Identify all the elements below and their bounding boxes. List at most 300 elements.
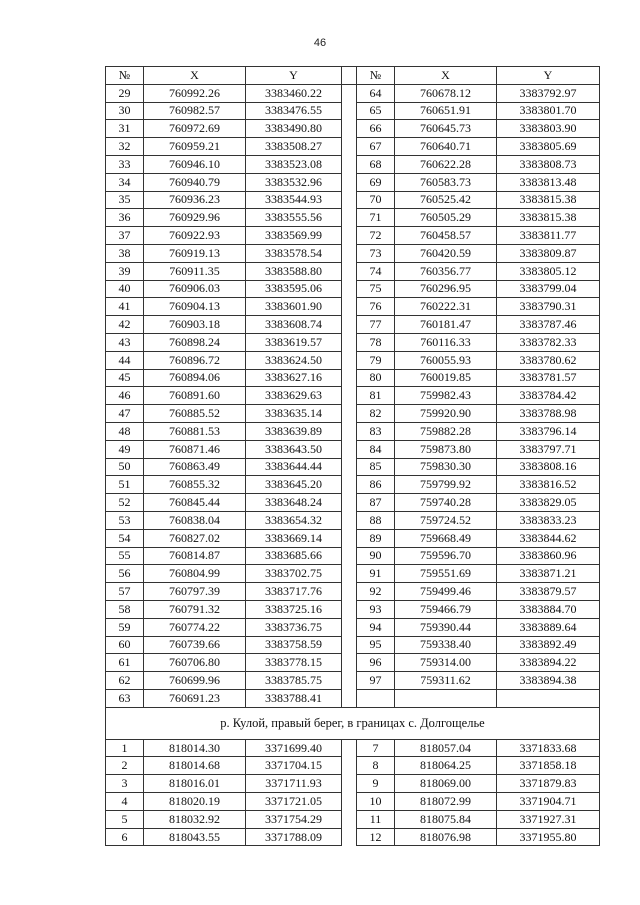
table-row: [106, 793, 600, 811]
section-title-row: [106, 707, 600, 739]
table-cell: 3371704.15: [246, 757, 342, 775]
table-cell: 760583.73: [395, 173, 497, 191]
table-cell: 50: [106, 458, 144, 476]
table-cell: 96: [357, 654, 395, 672]
column-gap: [342, 155, 357, 173]
column-gap: [342, 84, 357, 102]
column-gap: [342, 316, 357, 334]
column-gap: [342, 739, 357, 757]
table-cell: 759311.62: [395, 672, 497, 690]
table-cell: 759668.49: [395, 529, 497, 547]
table-cell: 760838.04: [144, 511, 246, 529]
table-cell: 59: [106, 618, 144, 636]
table-cell: 3383785.75: [246, 672, 342, 690]
table-cell: 3371858.18: [497, 757, 600, 775]
table-row: [106, 280, 600, 298]
table-row: [106, 191, 600, 209]
header-x-left: X: [144, 67, 246, 85]
table-cell: 54: [106, 529, 144, 547]
table-cell: 57: [106, 583, 144, 601]
table-cell: 3383619.57: [246, 333, 342, 351]
table-cell: 3383460.22: [246, 84, 342, 102]
table-cell: 3383884.70: [497, 600, 600, 618]
table-cell: 3383645.20: [246, 476, 342, 494]
table-cell: 760992.26: [144, 84, 246, 102]
table-cell: 818069.00: [395, 775, 497, 793]
table-cell: 3383523.08: [246, 155, 342, 173]
table-row: [106, 565, 600, 583]
table-row: [106, 387, 600, 405]
table-row: [106, 757, 600, 775]
table-cell: 760881.53: [144, 422, 246, 440]
table-cell: 818020.19: [144, 793, 246, 811]
column-gap: [342, 333, 357, 351]
table-row: [106, 476, 600, 494]
table-cell: 4: [106, 793, 144, 811]
table-cell: 3383644.44: [246, 458, 342, 476]
table-cell: 760699.96: [144, 672, 246, 690]
column-gap: [342, 422, 357, 440]
table-cell: 818014.30: [144, 739, 246, 757]
table-cell: 818016.01: [144, 775, 246, 793]
table-cell: 3383725.16: [246, 600, 342, 618]
table-cell: 3383879.57: [497, 583, 600, 601]
table-cell: 78: [357, 333, 395, 351]
table-cell: 3383829.05: [497, 494, 600, 512]
table-row: [106, 244, 600, 262]
table-cell: 47: [106, 405, 144, 423]
table-cell: 90: [357, 547, 395, 565]
table-cell: 3371711.93: [246, 775, 342, 793]
table-cell: 3383811.77: [497, 227, 600, 245]
table-cell: 69: [357, 173, 395, 191]
column-gap: [342, 654, 357, 672]
table-cell: 3383787.46: [497, 316, 600, 334]
table-cell: 67: [357, 138, 395, 156]
table-cell: 760922.93: [144, 227, 246, 245]
table-cell: 818064.25: [395, 757, 497, 775]
table-cell: 76: [357, 298, 395, 316]
header-x-right: X: [395, 67, 497, 85]
column-gap: [342, 173, 357, 191]
table-cell: 3383860.96: [497, 547, 600, 565]
table-cell: 3383892.49: [497, 636, 600, 654]
table-cell: 3371833.68: [497, 739, 600, 757]
table-cell: 62: [106, 672, 144, 690]
table-cell: 3383780.62: [497, 351, 600, 369]
column-gap: [342, 102, 357, 120]
table-cell: 64: [357, 84, 395, 102]
table-cell: 760814.87: [144, 547, 246, 565]
table-cell: 3383601.90: [246, 298, 342, 316]
table-cell: 760946.10: [144, 155, 246, 173]
column-gap: [342, 227, 357, 245]
table-row: [106, 529, 600, 547]
table-row: [106, 84, 600, 102]
table-cell: 3371927.31: [497, 810, 600, 828]
table-cell: 70: [357, 191, 395, 209]
table-cell: 759390.44: [395, 618, 497, 636]
table-cell: 3383781.57: [497, 369, 600, 387]
table-cell: 759920.90: [395, 405, 497, 423]
table-row: [106, 155, 600, 173]
table-cell: 760827.02: [144, 529, 246, 547]
table-cell: 58: [106, 600, 144, 618]
table-cell: 760356.77: [395, 262, 497, 280]
table-cell: 86: [357, 476, 395, 494]
table-cell: 760898.24: [144, 333, 246, 351]
lower-coordinates: [106, 739, 600, 846]
table-row: [106, 209, 600, 227]
table-cell: 83: [357, 422, 395, 440]
table-cell: 32: [106, 138, 144, 156]
table-cell: 760940.79: [144, 173, 246, 191]
column-gap: [342, 351, 357, 369]
column-gap: [342, 775, 357, 793]
column-gap: [342, 547, 357, 565]
table-cell: 81: [357, 387, 395, 405]
table-cell: 42: [106, 316, 144, 334]
table-cell: 760982.57: [144, 102, 246, 120]
table-row: [106, 689, 600, 707]
column-gap: [342, 476, 357, 494]
header-num-left: №: [106, 67, 144, 85]
table-cell: 818076.98: [395, 828, 497, 846]
table-cell: 760622.28: [395, 155, 497, 173]
table-cell: 818057.04: [395, 739, 497, 757]
table-cell: 760678.12: [395, 84, 497, 102]
table-cell: 760640.71: [395, 138, 497, 156]
table-cell: 760891.60: [144, 387, 246, 405]
table-cell: 760645.73: [395, 120, 497, 138]
table-cell: 760959.21: [144, 138, 246, 156]
table-cell: 760739.66: [144, 636, 246, 654]
table-cell: 41: [106, 298, 144, 316]
column-gap: [342, 298, 357, 316]
table-cell: 3383635.14: [246, 405, 342, 423]
column-gap: [342, 67, 357, 85]
table-row: [106, 458, 600, 476]
column-gap: [342, 757, 357, 775]
table-cell: 760863.49: [144, 458, 246, 476]
table-cell: 3383790.31: [497, 298, 600, 316]
table-row: [106, 120, 600, 138]
table-cell: 759873.80: [395, 440, 497, 458]
table-cell: 3383717.76: [246, 583, 342, 601]
table-cell: 760894.06: [144, 369, 246, 387]
table-cell: 3371955.80: [497, 828, 600, 846]
table-cell: 760919.13: [144, 244, 246, 262]
table-cell: 45: [106, 369, 144, 387]
table-cell: 3371904.71: [497, 793, 600, 811]
header-num-right: №: [357, 67, 395, 85]
table-cell: 93: [357, 600, 395, 618]
table-cell: 3383833.23: [497, 511, 600, 529]
table-cell: 52: [106, 494, 144, 512]
table-cell: 73: [357, 244, 395, 262]
table-row: [106, 369, 600, 387]
table-cell: 3383815.38: [497, 191, 600, 209]
column-gap: [342, 405, 357, 423]
table-cell: 3383490.80: [246, 120, 342, 138]
table-row: [106, 600, 600, 618]
column-gap: [342, 828, 357, 846]
column-gap: [342, 565, 357, 583]
column-gap: [342, 511, 357, 529]
table-cell: 72: [357, 227, 395, 245]
column-gap: [342, 369, 357, 387]
table-cell: 3383894.22: [497, 654, 600, 672]
table-cell: 3383508.27: [246, 138, 342, 156]
table-cell: 760906.03: [144, 280, 246, 298]
table-cell: 9: [357, 775, 395, 793]
table-cell: 759551.69: [395, 565, 497, 583]
column-gap: [342, 583, 357, 601]
table-cell: 3383627.16: [246, 369, 342, 387]
table-cell: 760972.69: [144, 120, 246, 138]
table-cell: 3383569.99: [246, 227, 342, 245]
table-cell: 760651.91: [395, 102, 497, 120]
table-cell: 35: [106, 191, 144, 209]
table-cell: 3371788.09: [246, 828, 342, 846]
table-cell: 3383816.52: [497, 476, 600, 494]
table-cell: 46: [106, 387, 144, 405]
coordinates-table: [105, 66, 600, 846]
table-cell: 89: [357, 529, 395, 547]
table-cell: 88: [357, 511, 395, 529]
table-cell: 760505.29: [395, 209, 497, 227]
table-header-row: [106, 67, 600, 85]
table-cell: 68: [357, 155, 395, 173]
column-gap: [342, 494, 357, 512]
table-cell: 10: [357, 793, 395, 811]
table-cell: 5: [106, 810, 144, 828]
table-cell: 818032.92: [144, 810, 246, 828]
column-gap: [342, 120, 357, 138]
table-cell: 39: [106, 262, 144, 280]
empty-cell: [395, 689, 497, 707]
table-cell: 75: [357, 280, 395, 298]
table-cell: 95: [357, 636, 395, 654]
table-cell: 3383648.24: [246, 494, 342, 512]
table-cell: 3383608.74: [246, 316, 342, 334]
table-cell: 3383784.42: [497, 387, 600, 405]
table-cell: 759982.43: [395, 387, 497, 405]
column-gap: [342, 458, 357, 476]
table-cell: 3383736.75: [246, 618, 342, 636]
table-cell: 7: [357, 739, 395, 757]
table-row: [106, 547, 600, 565]
table-cell: 760896.72: [144, 351, 246, 369]
table-cell: 11: [357, 810, 395, 828]
table-cell: 3383778.15: [246, 654, 342, 672]
table-cell: 3383702.75: [246, 565, 342, 583]
table-row: [106, 333, 600, 351]
table-cell: 759466.79: [395, 600, 497, 618]
table-cell: 760691.23: [144, 689, 246, 707]
table-cell: 760845.44: [144, 494, 246, 512]
table-cell: 31: [106, 120, 144, 138]
table-cell: 34: [106, 173, 144, 191]
table-cell: 74: [357, 262, 395, 280]
table-cell: 760181.47: [395, 316, 497, 334]
table-cell: 3383578.54: [246, 244, 342, 262]
table-cell: 3383476.55: [246, 102, 342, 120]
column-gap: [342, 387, 357, 405]
table-row: [106, 351, 600, 369]
table-cell: 760116.33: [395, 333, 497, 351]
column-gap: [342, 529, 357, 547]
column-gap: [342, 209, 357, 227]
table-cell: 40: [106, 280, 144, 298]
table-cell: 3383808.73: [497, 155, 600, 173]
column-gap: [342, 600, 357, 618]
table-row: [106, 102, 600, 120]
table-cell: 3383894.38: [497, 672, 600, 690]
table-cell: 760019.85: [395, 369, 497, 387]
table-row: [106, 494, 600, 512]
header-y-left: Y: [246, 67, 342, 85]
table-cell: 3383782.33: [497, 333, 600, 351]
table-cell: 1: [106, 739, 144, 757]
table-cell: 94: [357, 618, 395, 636]
table-cell: 3383801.70: [497, 102, 600, 120]
table-cell: 51: [106, 476, 144, 494]
table-row: [106, 262, 600, 280]
table-cell: 3383588.80: [246, 262, 342, 280]
section-title: р. Кулой, правый берег, в границах с. Долгощелье: [106, 707, 600, 739]
table-row: [106, 316, 600, 334]
table-cell: 29: [106, 84, 144, 102]
column-gap: [342, 793, 357, 811]
table-cell: 66: [357, 120, 395, 138]
table-row: [106, 511, 600, 529]
table-cell: 80: [357, 369, 395, 387]
table-cell: 759830.30: [395, 458, 497, 476]
table-row: [106, 618, 600, 636]
table-cell: 760296.95: [395, 280, 497, 298]
table-cell: 8: [357, 757, 395, 775]
table-cell: 3383639.89: [246, 422, 342, 440]
table-cell: 760525.42: [395, 191, 497, 209]
column-gap: [342, 191, 357, 209]
table-cell: 3383803.90: [497, 120, 600, 138]
table-cell: 760871.46: [144, 440, 246, 458]
table-cell: 53: [106, 511, 144, 529]
table-row: [106, 739, 600, 757]
column-gap: [342, 689, 357, 707]
table-cell: 3383555.56: [246, 209, 342, 227]
table-cell: 3371879.83: [497, 775, 600, 793]
table-cell: 760222.31: [395, 298, 497, 316]
table-row: [106, 583, 600, 601]
table-row: [106, 828, 600, 846]
table-cell: 82: [357, 405, 395, 423]
table-cell: 48: [106, 422, 144, 440]
table-row: [106, 654, 600, 672]
upper-coordinates: [106, 84, 600, 707]
table-cell: 818043.55: [144, 828, 246, 846]
table-cell: 49: [106, 440, 144, 458]
table-cell: 760936.23: [144, 191, 246, 209]
table-cell: 3371699.40: [246, 739, 342, 757]
table-row: [106, 422, 600, 440]
table-cell: 3383809.87: [497, 244, 600, 262]
table-cell: 77: [357, 316, 395, 334]
table-cell: 760706.80: [144, 654, 246, 672]
table-cell: 65: [357, 102, 395, 120]
table-cell: 760929.96: [144, 209, 246, 227]
table-row: [106, 672, 600, 690]
column-gap: [342, 280, 357, 298]
table-cell: 3371721.05: [246, 793, 342, 811]
table-cell: 60: [106, 636, 144, 654]
table-cell: 6: [106, 828, 144, 846]
table-cell: 818075.84: [395, 810, 497, 828]
table-cell: 3371754.29: [246, 810, 342, 828]
page-number: 46: [313, 37, 327, 49]
table-cell: 3383629.63: [246, 387, 342, 405]
table-cell: 3383544.93: [246, 191, 342, 209]
table-cell: 760904.13: [144, 298, 246, 316]
table-cell: 759740.28: [395, 494, 497, 512]
table-cell: 71: [357, 209, 395, 227]
table-cell: 3383792.97: [497, 84, 600, 102]
table-cell: 33: [106, 155, 144, 173]
column-gap: [342, 440, 357, 458]
table-cell: 3383889.64: [497, 618, 600, 636]
table-cell: 3383797.71: [497, 440, 600, 458]
empty-cell: [357, 689, 395, 707]
table-cell: 3383844.62: [497, 529, 600, 547]
column-gap: [342, 618, 357, 636]
table-row: [106, 775, 600, 793]
table-cell: 84: [357, 440, 395, 458]
table-cell: 3383813.48: [497, 173, 600, 191]
table-row: [106, 405, 600, 423]
table-cell: 818072.99: [395, 793, 497, 811]
table-row: [106, 227, 600, 245]
column-gap: [342, 138, 357, 156]
table-cell: 760804.99: [144, 565, 246, 583]
table-cell: 3383788.98: [497, 405, 600, 423]
table-cell: 760420.59: [395, 244, 497, 262]
table-cell: 56: [106, 565, 144, 583]
table-cell: 760911.35: [144, 262, 246, 280]
table-cell: 3: [106, 775, 144, 793]
table-cell: 37: [106, 227, 144, 245]
table-cell: 12: [357, 828, 395, 846]
table-cell: 91: [357, 565, 395, 583]
table-cell: 759338.40: [395, 636, 497, 654]
table-cell: 3383808.16: [497, 458, 600, 476]
table-cell: 79: [357, 351, 395, 369]
table-cell: 44: [106, 351, 144, 369]
table-cell: 3383643.50: [246, 440, 342, 458]
column-gap: [342, 262, 357, 280]
table-cell: 3383805.69: [497, 138, 600, 156]
table-cell: 3383796.14: [497, 422, 600, 440]
table-cell: 759499.46: [395, 583, 497, 601]
table-cell: 55: [106, 547, 144, 565]
table-cell: 3383805.12: [497, 262, 600, 280]
table-cell: 36: [106, 209, 144, 227]
table-cell: 759314.00: [395, 654, 497, 672]
column-gap: [342, 244, 357, 262]
table-cell: 760903.18: [144, 316, 246, 334]
column-gap: [342, 672, 357, 690]
table-cell: 818014.68: [144, 757, 246, 775]
